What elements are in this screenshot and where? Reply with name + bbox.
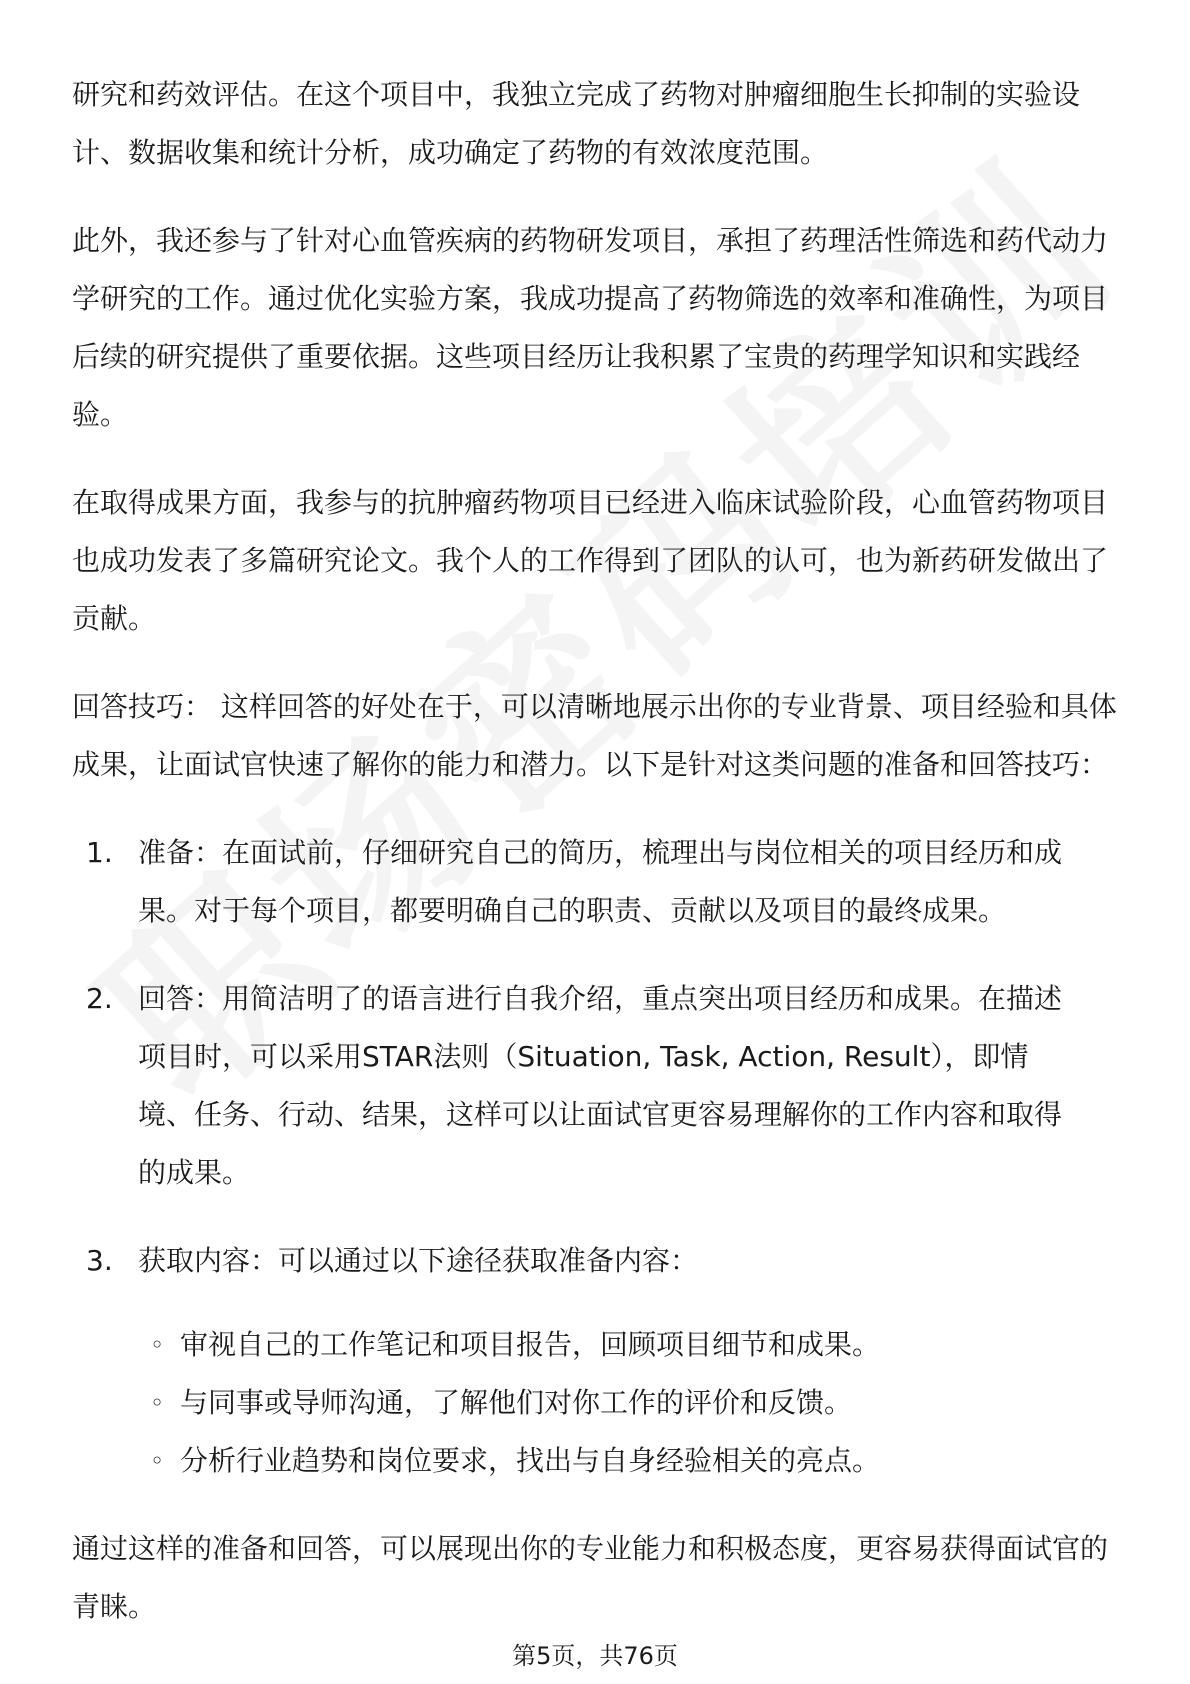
numbered-list [72,824,1122,1290]
bullet-circle-icon: ◦ [150,1331,165,1359]
bullet-text: 分析行业趋势和岗位要求，找出与自身经验相关的亮点。 [180,1444,881,1477]
paragraph-project-intro: 研究和药效评估。在这个项目中，我独立完成了药物对肿瘤细胞生长抑制的实验设计、数据收集和统计分析，成功确定了药物的有效浓度范围。 [72,78,1081,169]
list-number: 3. [86,1244,113,1277]
bullet-item [72,1432,1122,1490]
list-item-text: 回答：用简洁明了的语言进行自我介绍，重点突出项目经历和成果。在描述项目时，可以采用STAR法则（Situation, Task, Action, Result），即情境、任务、行动、结果，这样可以让面试官更容易理解你的工作内容和取得的成果。 [138,982,1063,1189]
paragraph-cardio-project: 此外，我还参与了针对心血管疾病的药物研发项目，承担了药理活性筛选和药代动力学研究的工作。通过优化实验方案，我成功提高了药物筛选的效率和准确性，为项目后续的研究提供了重要依据。这些项目经历让我积累了宝贵的药理学知识和实践经验。 [72,224,1109,431]
bullet-circle-icon: ◦ [150,1447,165,1475]
list-item-text: 获取内容：可以通过以下途径获取准备内容： [138,1244,699,1277]
bullet-text: 与同事或导师沟通，了解他们对你工作的评价和反馈。 [180,1386,853,1419]
list-number: 1. [86,836,113,869]
paragraph-answer-tips: 回答技巧： 这样回答的好处在于，可以清晰地展示出你的专业背景、项目经验和具体成果，让面试官快速了解你的能力和潜力。以下是针对这类问题的准备和回答技巧： [72,690,1117,781]
list-number: 2. [86,982,113,1015]
paragraph-closing: 通过这样的准备和回答，可以展现出你的专业能力和积极态度，更容易获得面试官的青睐。 [72,1532,1109,1623]
list-item-text: 准备：在面试前，仔细研究自己的简历，梳理出与岗位相关的项目经历和成果。对于每个项目，都要明确自己的职责、贡献以及项目的最终成果。 [138,836,1063,927]
document-body [72,66,1122,1666]
bullet-text: 审视自己的工作笔记和项目报告，回顾项目细节和成果。 [180,1328,881,1361]
list-item [72,970,1122,1202]
paragraph-results: 在取得成果方面，我参与的抗肿瘤药物项目已经进入临床试验阶段，心血管药物项目也成功发表了多篇研究论文。我个人的工作得到了团队的认可，也为新药研发做出了贡献。 [72,486,1109,635]
list-item [72,824,1122,940]
list-item [72,1232,1122,1290]
bullet-circle-icon: ◦ [150,1389,165,1417]
bullet-list [72,1316,1122,1490]
page-number-footer: 第5页，共76页 [512,1642,678,1670]
bullet-item [72,1316,1122,1374]
bullet-item [72,1374,1122,1432]
